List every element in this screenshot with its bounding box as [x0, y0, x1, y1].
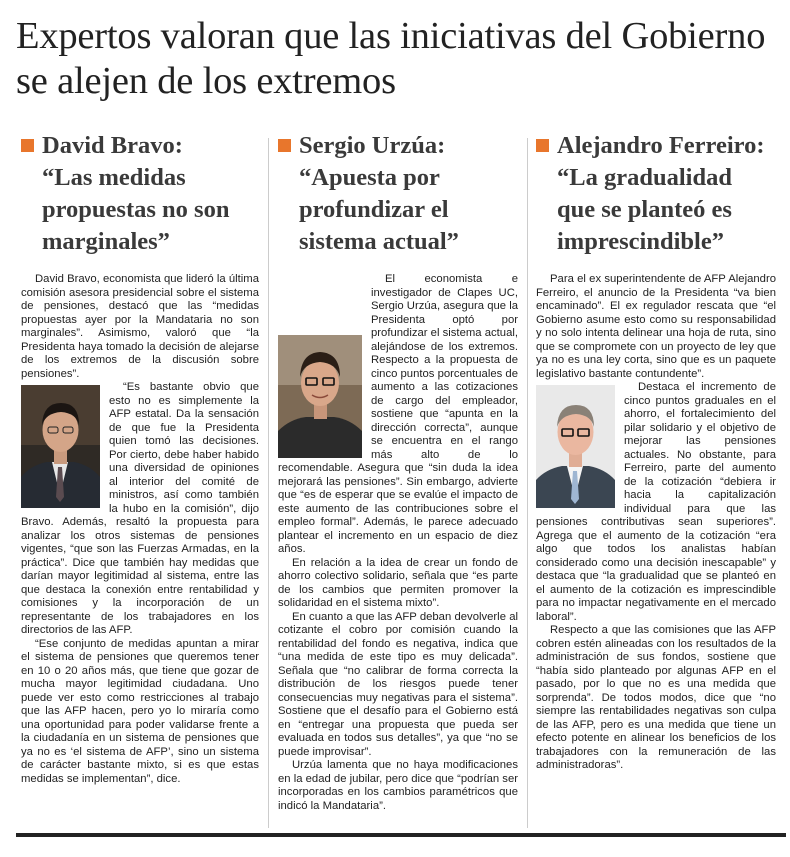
subheading-name: Alejandro Ferreiro: — [557, 132, 765, 159]
paragraph: “Es bastante obvio que esto no es simplemente la AFP estatal. Da la sensación de que fue la Presidenta quien tomó las decisiones. Por cierto, debe haber habido una diversidad de opiniones al interior del comité de ministros, así como también la hubo en la comisión”, dijo Bravo. Además, resaltó la propuesta para analizar los otros sistemas de pensiones vigentes, “que son las Fuerzas Armadas, en la práctica”. Dice que también hay medidas que darían mayor legitimidad al sistema, entre las que destaca la conexión entre rentabilidad y comisiones y la incorporación de un representante de los trabajadores en los directorios de las AFP. — [21, 381, 259, 636]
portrait-icon — [21, 385, 100, 508]
subheading-name: David Bravo: — [42, 132, 183, 159]
column-divider — [527, 138, 528, 828]
paragraph: Destaca el incremento de cinco puntos graduales en el ahorro, el fortalecimiento del pilar solidario y el objetivo de mejorar las pensiones actuales. No obstante, para Ferreiro, parte del aumento de la cotización “debiera ir hacia la capitalización individual para que las pensiones contributivas sean superiores”. Agrega que el aumento de la cotización “era algo que todos los analistas habían considerado como una decisión inescapable” y destaca que “la gradualidad que se planteó en el aumento de la cotización es imprescindible para no impactar negativamente en el mercado laboral”. — [536, 381, 776, 623]
paragraph: El economista e investigador de Clapes UC, Sergio Urzúa, asegura que la Presidenta optó por profundizar el sistema actual, alejándose de los extremos. Respecto a la propuesta de cinco puntos porcentuales de aumento a las cotizaciones de cargo del empleador, sostiene que “apunta en la dirección correcta”, aunque se encuentra en el rango más alto de lo recomendable. Asegura que “sin duda la idea mejorará las pensiones”. Sin embargo, advierte que “es de esperar que se evalúe el impacto de este aumento de las contribuciones sobre el empleo formal”. Además, le parece adecuado plantear el incremento en un espacio de diez años. — [278, 273, 518, 555]
paragraph: “Ese conjunto de medidas apuntan a mirar el sistema de pensiones que queremos tener en 10 o 20 años más, que tiene que gozar de mucha mayor legitimidad ciudadana. Uno puede ver esto como restricciones al trabajo que las AFP hacen, pero yo lo miraría como una oportunidad para poder validarse frente a la ciudadanía en un sistema de pensiones que ya no es ‘el sistema de AFP’, sino un sistema de carácter bastante mixto, si es que estas medidas se implementan”, dice. — [21, 637, 259, 785]
orange-square-icon — [536, 139, 549, 152]
paragraph: David Bravo, economista que lideró la última comisión asesora presidencial sobre el sistema de pensiones, destacó que las “medidas propuestas ayer por la Mandataria no son marginales”. Asimismo, valoró que “la Presidenta haya tomado la decisión de alejarse de los extremos de la discusión sobre pensiones”. — [21, 273, 259, 380]
subheading-quote-line: propuestas no son — [42, 196, 230, 223]
paragraph: Para el ex superintendente de AFP Alejandro Ferreiro, el anuncio de la Presidenta “va bien encaminado”. El ex regulador rescata que “el Gobierno asume esto como su responsabilidad y no solo intenta delinear una hoja de ruta, sino que se compromete con un proyecto de ley que ya no es una ley corta, sino que es un paquete legislativo bastante contundente”. — [536, 273, 776, 380]
paragraph: En cuanto a que las AFP deban devolverle al cotizante el cobro por comisión cuando la rentabilidad del fondo es negativa, indica que “una medida de este tipo es muy delicada”. Señala que “no calibrar de forma correcta la distribución de los riesgos puede tener consecuencias muy negativas para el sistema”. Sostiene que el desafío para el Gobierno está en “entregar una propuesta que pueda ser evaluada en todos sus detalles”, ya que “no se puede improvisar”. — [278, 610, 518, 758]
orange-square-icon — [278, 139, 291, 152]
subheading-quote-line: que se planteó es — [557, 196, 732, 223]
article-body — [21, 273, 259, 786]
subheading-quote-line: marginales” — [42, 228, 170, 255]
subheading-quote-line: “Las medidas — [42, 164, 186, 191]
column-bravo — [21, 130, 259, 785]
portrait-icon — [278, 335, 362, 458]
paragraph: Respecto a que las comisiones que las AFP cobren estén alineadas con los resultados de la administración de sus fondos, sostiene que “había sido planteado por algunas AFP en el pasado, por lo que no es una medida que sorprenda”. De todos modos, dice que “no siempre las rentabilidades negativas son culpa de las AFP, pero es una medida que tiene un efecto potente en alinear los beneficios de los trabajadores con la remuneración de las administradoras”. — [536, 624, 776, 771]
photo-david-bravo — [21, 385, 100, 508]
headline: Expertos valoran que las iniciativas del Gobierno se alejen de los extremos — [16, 15, 766, 102]
photo-alejandro-ferreiro — [536, 385, 615, 508]
subheading-quote-line: “Apuesta por — [299, 164, 440, 191]
subheading-quote-line: imprescindible” — [557, 228, 724, 255]
subheading-quote-line: profundizar el — [299, 196, 449, 223]
subheading-urzua — [278, 130, 518, 260]
article-body — [536, 273, 776, 773]
column-ferreiro — [536, 130, 776, 771]
article-body — [278, 273, 518, 813]
subheading-name: Sergio Urzúa: — [299, 132, 446, 159]
subheading-quote-line: sistema actual” — [299, 228, 459, 255]
column-urzua — [278, 130, 518, 812]
paragraph: En relación a la idea de crear un fondo de ahorro colectivo solidario, señala que “es parte de los cambios que permiten promover la solidaridad en el sistema mixto”. — [278, 556, 518, 609]
orange-square-icon — [21, 139, 34, 152]
subheading-ferreiro — [536, 130, 776, 260]
bottom-rule — [16, 833, 786, 837]
subheading-bravo — [21, 130, 259, 260]
subheading-quote-line: “La gradualidad — [557, 164, 732, 191]
paragraph: Urzúa lamenta que no haya modificaciones en la edad de jubilar, pero dice que “podrían ser incorporadas en los cambios paramétricos que indicó la Mandataria”. — [278, 759, 518, 812]
photo-sergio-urzua — [278, 335, 362, 458]
column-divider — [268, 138, 269, 828]
portrait-icon — [536, 385, 615, 508]
